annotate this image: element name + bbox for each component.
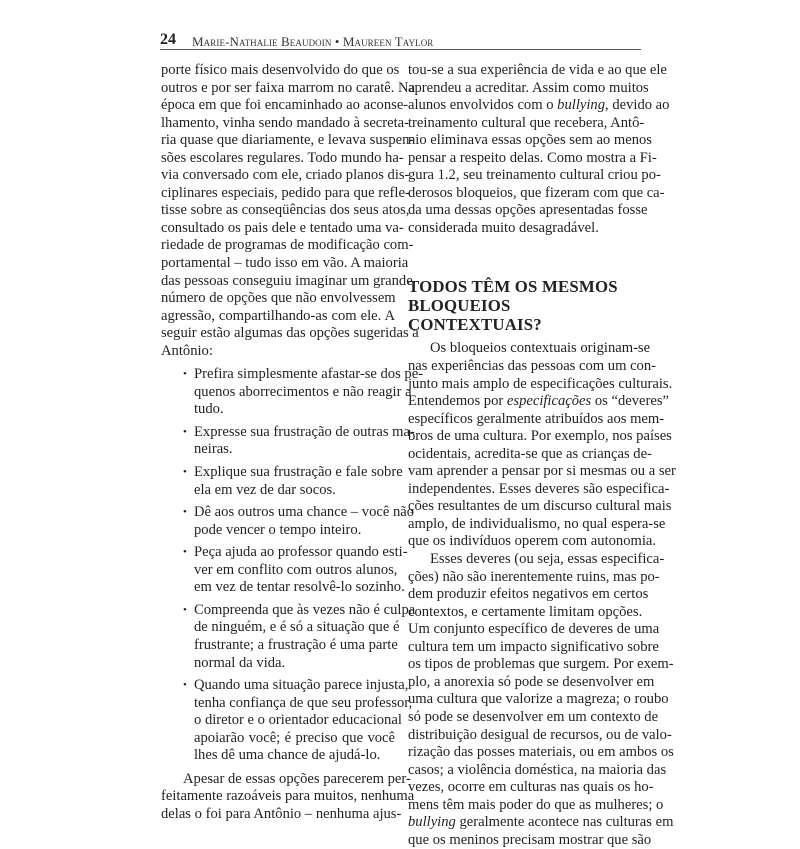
- text-line: número de opções que não envolvessem: [161, 290, 396, 307]
- bullet-item: [183, 544, 408, 597]
- text-line: delas o foi para Antônio – nenhuma ajus-: [161, 805, 402, 822]
- text-line: Explique sua frustração e fale sobre: [194, 464, 403, 481]
- text-line: de ninguém, e é só a situação que é: [194, 619, 400, 636]
- text-line: cultura tem um impacto significativo sobre: [408, 638, 659, 655]
- right-column: [408, 62, 676, 849]
- text-line: tou-se a sua experiência de vida e ao que ele: [408, 62, 667, 78]
- running-head-authors: Marie-Nathalie Beaudoin • Maureen Taylor: [192, 34, 434, 49]
- text-line: junto mais amplo de especificações culturais.: [408, 375, 673, 392]
- section-heading: [408, 277, 641, 334]
- text-line: que os indivíduos operem com autonomia.: [408, 533, 657, 550]
- text-line: contextos, e certamente limitam opções.: [408, 603, 643, 620]
- text-line: Esses deveres (ou seja, essas especifica-: [430, 551, 665, 568]
- text-line: que os meninos precisam mostrar que são: [408, 831, 652, 848]
- text-line: pode vencer o tempo inteiro.: [194, 521, 362, 538]
- text-line: portamental – tudo isso em vão. A maioria: [161, 255, 409, 272]
- bullet-icon: •: [183, 466, 187, 479]
- text-line: Compreenda que às vezes não é culpa: [194, 601, 416, 618]
- text-line: porte físico mais desenvolvido do que os: [161, 62, 400, 78]
- text-line: pensar a respeito delas. Como mostra a Fi-: [408, 149, 657, 166]
- text-line: feitamente razoáveis para muitos, nenhuma: [161, 788, 415, 805]
- text-line: ções resultantes de um discurso cultural mais: [408, 498, 672, 515]
- bullet-icon: •: [183, 425, 187, 438]
- text-fragment: , devido ao: [605, 97, 670, 114]
- paragraph-contextual-blocks: [408, 340, 676, 551]
- text-line: nio eliminava essas opções sem ao menos: [408, 132, 652, 149]
- italic-term: bullying: [557, 97, 606, 114]
- text-line: só pode se desenvolver em um contexto de: [408, 708, 659, 725]
- text-line: o diretor e o orientador educacional: [194, 712, 402, 729]
- text-line: distribuição desigual de recursos, ou de valo-: [408, 726, 672, 743]
- text-line: independentes. Esses deveres são especifica-: [408, 480, 670, 497]
- section-heading-line: BLOQUEIOS CONTEXTUAIS?: [408, 296, 542, 335]
- text-line: época em que foi encaminhado ao aconse-: [161, 97, 409, 114]
- text-line: ver em conflito com outros alunos,: [194, 561, 398, 578]
- text-line: seguir estão algumas das opções sugeridas a: [161, 325, 419, 342]
- paragraph-cultural-training: [408, 62, 670, 237]
- text-line: neiras.: [194, 441, 233, 458]
- text-line: quenos aborrecimentos e não reagir a: [194, 383, 412, 400]
- bullet-icon: •: [183, 603, 187, 616]
- text-line: Apesar de essas opções parecerem per-: [183, 770, 411, 787]
- text-line: sões escolares regulares. Todo mundo ha-: [161, 149, 404, 166]
- text-line: ocidentais, acredita-se que as crianças de-: [408, 445, 652, 462]
- paragraph-despite-options: [161, 770, 415, 824]
- text-line: gura 1.2, seu treinamento cultural criou po-: [408, 167, 661, 184]
- text-line: dem produzir efeitos negativos em certos: [408, 586, 649, 603]
- text-line: tudo.: [194, 401, 224, 418]
- text-line: Os bloqueios contextuais originam-se: [430, 340, 651, 357]
- paragraph-continuation: [161, 62, 419, 360]
- text-fragment: alunos envolvidos com o: [408, 97, 558, 114]
- text-line: Expresse sua frustração de outras ma-: [194, 423, 415, 440]
- text-line: casos; a violência doméstica, na maioria das: [408, 761, 667, 778]
- text-line: outros e por ser faixa marrom no caratê. Na: [161, 79, 416, 96]
- text-line: mens têm mais poder do que as mulheres; o: [408, 796, 664, 813]
- text-line: ciplinares especiais, pedido para que refle-: [161, 184, 410, 201]
- text-line: rização das posses materiais, ou em ambos os: [408, 744, 674, 761]
- bullet-icon: •: [183, 506, 187, 519]
- italic-term: especificações: [506, 393, 592, 410]
- text-line: [408, 814, 674, 832]
- italic-term: bullying: [408, 814, 456, 831]
- page-number: 24: [160, 31, 176, 48]
- bullet-item: [183, 423, 415, 459]
- text-line: consultado os pais dele e tentado uma va-: [161, 219, 404, 236]
- text-line: agressão, compartilhando-as com ele. A: [161, 307, 395, 324]
- text-line: derosos bloqueios, que fizeram com que ca-: [408, 184, 665, 201]
- suggested-options-list: [161, 366, 424, 764]
- text-line: Antônio:: [161, 342, 213, 359]
- text-line: Peça ajuda ao professor quando esti-: [194, 544, 408, 561]
- text-line: lhes dê uma chance de ajudá-lo.: [194, 747, 381, 764]
- text-line: das pessoas conseguiu imaginar um grande: [161, 272, 413, 289]
- section-heading-line: TODOS TÊM OS MESMOS: [408, 277, 618, 297]
- text-line: via conversado com ele, criado planos dis-: [161, 167, 410, 184]
- paragraph-duties: [408, 551, 674, 849]
- text-line: nas experiências das pessoas com um con-: [408, 358, 657, 375]
- text-line: ções) não são inerentemente ruins, mas po-: [408, 568, 660, 585]
- text-line: considerada muito desagradável.: [408, 219, 599, 236]
- text-fragment: Entendemos por: [408, 393, 507, 410]
- bullet-item: [183, 601, 416, 672]
- text-line: riedade de programas de modificação com-: [161, 237, 414, 254]
- text-line: aprendeu a acreditar. Assim como muitos: [408, 79, 649, 96]
- text-fragment: os “deveres”: [591, 393, 669, 410]
- text-line: os tipos de problemas que surgem. Por exem-: [408, 656, 674, 673]
- text-line: Um conjunto específico de deveres de uma: [408, 621, 660, 638]
- text-line: normal da vida.: [194, 654, 286, 671]
- text-line: em vez de tentar resolvê-lo sozinho.: [194, 579, 405, 596]
- text-line: treinamento cultural que recebera, Antô-: [408, 114, 645, 131]
- text-line: amplo, de individualismo, no qual espera-se: [408, 515, 666, 532]
- bullet-icon: •: [183, 679, 187, 692]
- text-line: da uma dessas opções apresentadas fosse: [408, 202, 648, 219]
- bullet-item: [183, 677, 413, 765]
- text-line: vezes, ocorre em culturas nas quais os ho-: [408, 779, 654, 796]
- text-line: Quando uma situação parece injusta,: [194, 677, 409, 694]
- bullet-item: [183, 366, 424, 419]
- text-line: uma cultura que valorize a magreza; o roubo: [408, 691, 669, 708]
- text-line: lhamento, vinha sendo mandado à secreta-: [161, 114, 410, 131]
- bullet-item: [183, 504, 415, 539]
- left-column: [161, 62, 424, 823]
- text-line: apoiarão você; é preciso que você: [194, 729, 395, 746]
- text-line: ela em vez de dar socos.: [194, 481, 336, 498]
- bullet-icon: •: [183, 368, 187, 381]
- text-line: tisse sobre as conseqüências dos seus atos,: [161, 202, 410, 219]
- text-line: ria quase que diariamente, e levava suspen-: [161, 132, 415, 149]
- bullet-icon: •: [183, 546, 187, 559]
- text-line: frustrante; a frustração é uma parte: [194, 636, 398, 653]
- text-line: plo, a anorexia só pode se desenvolver em: [408, 673, 655, 690]
- text-line: Dê aos outros uma chance – você não: [194, 504, 415, 521]
- text-line: [408, 97, 670, 115]
- text-line: vam aprender a pensar por si mesmas ou a ser: [408, 463, 676, 480]
- text-line: bros de uma cultura. Por exemplo, nos países: [408, 428, 672, 445]
- running-header: [160, 32, 641, 50]
- text-fragment: geralmente acontece nas culturas em: [455, 814, 674, 831]
- text-line: [408, 393, 669, 411]
- text-line: tenha confiança de que seu professor,: [194, 694, 413, 711]
- text-line: Prefira simplesmente afastar-se dos pe-: [194, 366, 424, 383]
- bullet-item: [183, 464, 403, 499]
- text-line: específicos geralmente atribuídos aos mem-: [408, 410, 665, 427]
